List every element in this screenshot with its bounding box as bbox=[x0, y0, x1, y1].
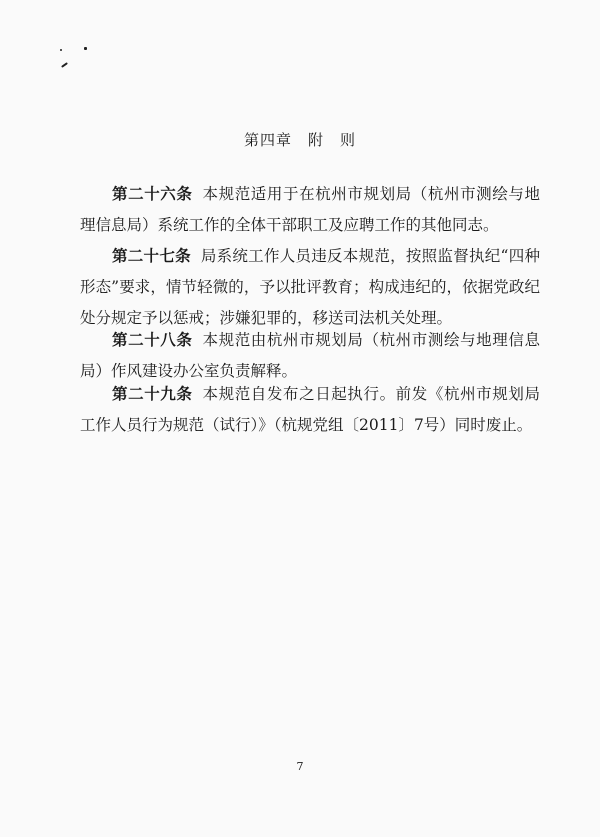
article-number: 第二十八条 bbox=[112, 330, 193, 349]
chapter-title: 第四章 附 则 bbox=[243, 131, 356, 149]
scan-speck bbox=[60, 49, 62, 51]
article-26 bbox=[80, 178, 540, 241]
article-number: 第二十七条 bbox=[112, 246, 191, 265]
page-number: 7 bbox=[296, 760, 304, 773]
article-29 bbox=[80, 378, 540, 441]
article-text: 本规范适用于在杭州市规划局（杭州市测绘与地理信息局）系统工作的全体干部职工及应聘工作的其他同志。 bbox=[80, 185, 540, 234]
article-number: 第二十九条 bbox=[112, 384, 193, 403]
article-text: 本规范自发布之日起执行。前发《杭州市规划局工作人员行为规范（试行）》（杭规党组〔2011〕7号）同时废止。 bbox=[80, 385, 540, 434]
article-text: 本规范由杭州市规划局（杭州市测绘与地理信息局）作风建设办公室负责解释。 bbox=[80, 331, 540, 380]
scan-speck bbox=[84, 47, 87, 50]
article-27 bbox=[80, 240, 540, 334]
article-number: 第二十六条 bbox=[112, 184, 193, 203]
article-text: 局系统工作人员违反本规范，按照监督执纪“四种形态”要求，情节轻微的，予以批评教育；构成违纪的，依据党政纪处分规定予以惩戒；涉嫌犯罪的，移送司法机关处理。 bbox=[80, 247, 540, 327]
scan-speck bbox=[61, 62, 68, 68]
